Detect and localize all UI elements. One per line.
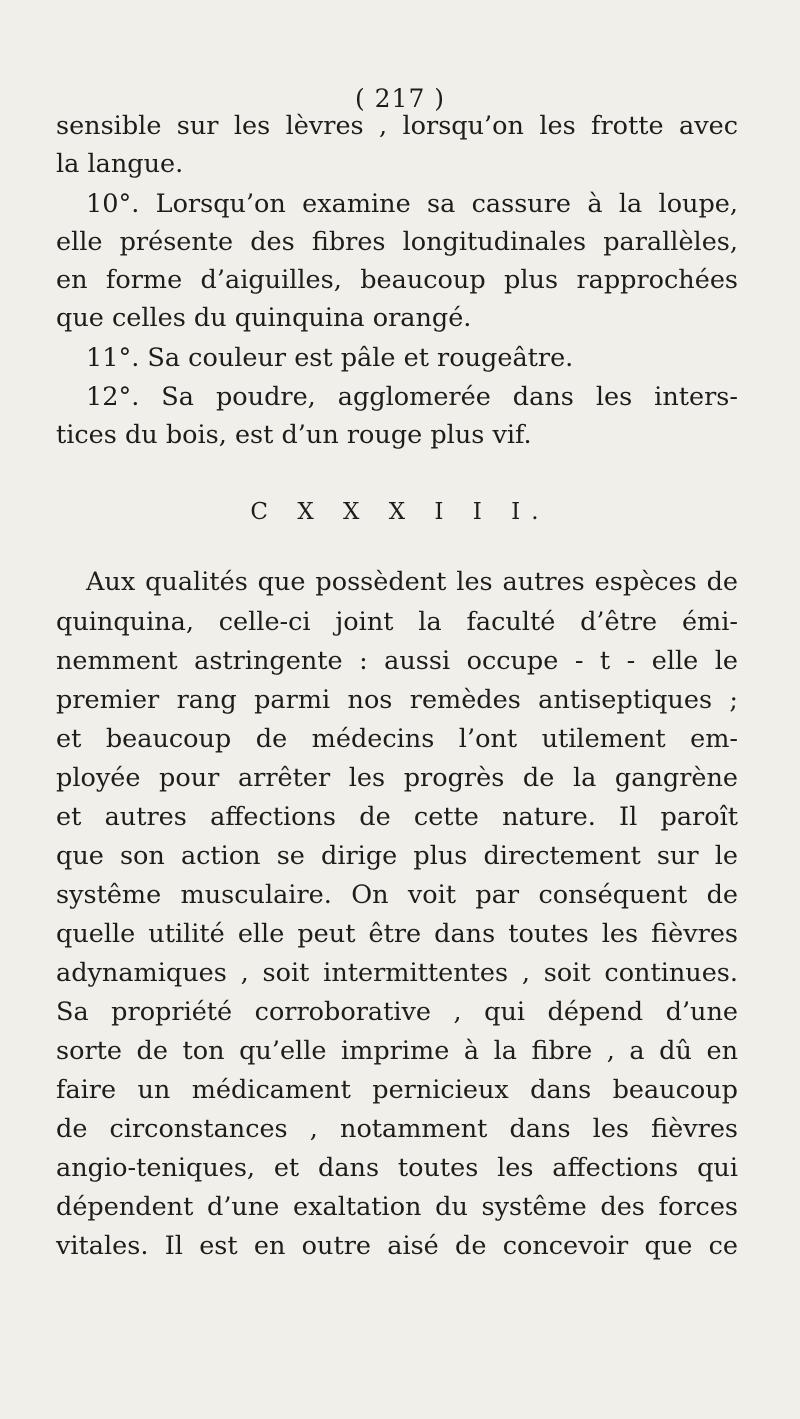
text-line: elle présente des fibres longitudinales parallèles, (56, 227, 738, 257)
text-line: ployée pour arrêter les progrès de la gangrène (56, 763, 738, 793)
text-line: premier rang parmi nos remèdes antiseptiques ; (56, 685, 738, 715)
text-line: faire un médicament pernicieux dans beaucoup (56, 1075, 738, 1105)
text-line: la langue. (56, 149, 184, 179)
text-line: et beaucoup de médecins l’ont utilement em- (56, 724, 738, 754)
text-line: sensible sur les lèvres , lorsqu’on les frotte avec (56, 111, 738, 141)
text-line: angio-teniques, et dans toutes les affections qui (56, 1153, 738, 1183)
text-line: sorte de ton qu’elle imprime à la fibre , a dû en (56, 1036, 738, 1066)
text-line: quinquina, celle-ci joint la faculté d’être émi- (56, 607, 738, 637)
text-line: que celles du quinquina orangé. (56, 303, 472, 333)
text-line: Aux qualités que possèdent les autres espèces de (86, 567, 738, 597)
text-line: vitales. Il est en outre aisé de concevoir que ce (56, 1231, 738, 1261)
text-line: dépendent d’une exaltation du systême des forces (56, 1192, 738, 1222)
text-line: et autres affections de cette nature. Il paroît (56, 802, 738, 832)
text-line: systême musculaire. On voit par conséquent de (56, 880, 738, 910)
text-line: adynamiques , soit intermittentes , soit continues. (56, 958, 738, 988)
text-line: en forme d’aiguilles, beaucoup plus rapprochées (56, 265, 738, 295)
text-line: 12°. Sa poudre, agglomerée dans les inters- (86, 382, 738, 412)
text-line: tices du bois, est d’un rouge plus vif. (56, 420, 532, 450)
section-heading: C X X X I I I. (250, 499, 550, 525)
text-line: nemment astringente : aussi occupe - t - elle le (56, 646, 738, 676)
text-line: 11°. Sa couleur est pâle et rougeâtre. (86, 343, 574, 373)
text-line: que son action se dirige plus directement sur le (56, 841, 738, 871)
text-line: 10°. Lorsqu’on examine sa cassure à la loupe, (86, 189, 738, 219)
text-line: quelle utilité elle peut être dans toutes les fièvres (56, 919, 738, 949)
page-number: ( 217 ) (354, 84, 446, 113)
text-line: de circonstances , notamment dans les fièvres (56, 1114, 738, 1144)
text-line: Sa propriété corroborative , qui dépend d’une (56, 997, 738, 1027)
